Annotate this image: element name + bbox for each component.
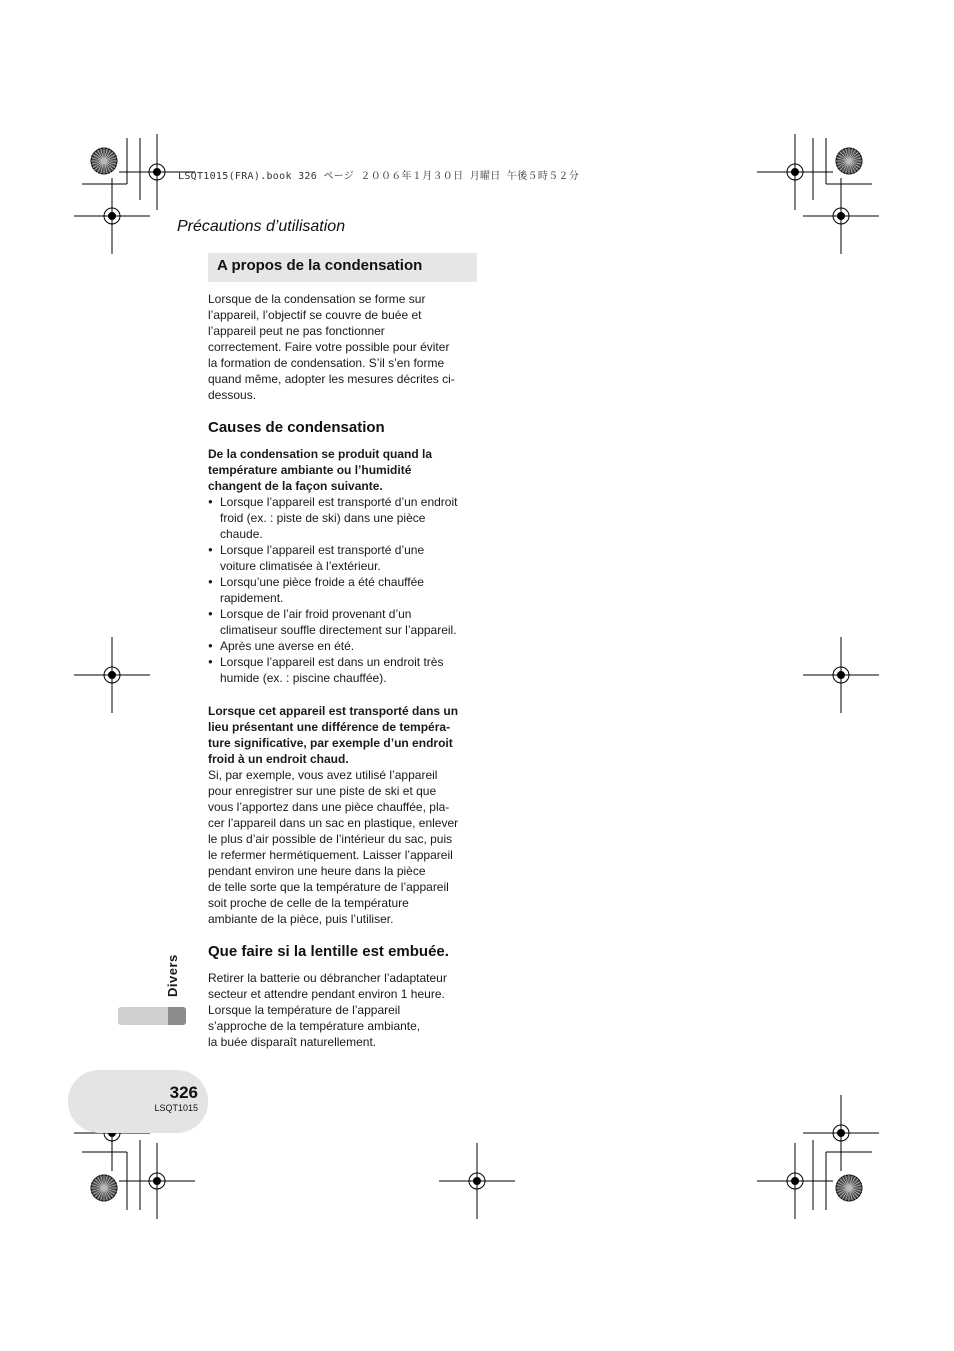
side-tab-marker: [168, 1007, 186, 1025]
lens-body-line: la buée disparaît naturellement.: [208, 1035, 377, 1049]
intro-line: l’appareil, l’objectif se couvre de buée et: [208, 308, 422, 322]
causes-title: Causes de condensation: [208, 419, 385, 436]
heading-title: A propos de la condensation: [217, 257, 423, 274]
registration-mark: [74, 178, 150, 254]
causes-lead-line: température ambiante ou l’humidité: [208, 463, 412, 477]
lens-body-line: secteur et attendre pendant environ 1 heure.: [208, 987, 445, 1001]
print-header: LSQT1015(FRA).book 326 ページ ２００６年１月３０日 月曜日 午後５時５２分: [178, 171, 580, 182]
registration-mark: [757, 1143, 833, 1219]
transport-lead-line: ture significative, par exemple d’un endroit: [208, 736, 453, 750]
list-item-line: ● Lorsqu’une pièce froide a été chauffée: [220, 575, 424, 589]
list-item-line: ● Lorsque l’appareil est transporté d’un endroit: [220, 495, 458, 509]
transport-body-line: ambiante de la pièce, puis l’utiliser.: [208, 912, 394, 926]
side-tab-label: Divers: [165, 954, 180, 997]
list-item: [208, 606, 476, 638]
list-item-line: ● Lorsque l’appareil est dans un endroit très: [220, 655, 444, 669]
transport-body-line: Si, par exemple, vous avez utilisé l’appareil: [208, 768, 438, 782]
list-item-line: froid (ex. : piste de ski) dans une pièce: [220, 511, 426, 525]
color-wheel-mark: [836, 1175, 862, 1201]
transport-block: [208, 703, 476, 927]
registration-mark: [439, 1143, 515, 1219]
intro-line: dessous.: [208, 388, 257, 402]
transport-lead-line: Lorsque cet appareil est transporté dans un: [208, 704, 459, 718]
registration-mark: [74, 637, 150, 713]
intro-line: correctement. Faire votre possible pour éviter: [208, 340, 450, 354]
page-number: 326: [169, 1083, 198, 1102]
heading-box: [208, 253, 477, 282]
transport-lead-line: froid à un endroit chaud.: [208, 752, 349, 766]
registration-mark: [757, 134, 833, 210]
list-item-line: ● Après une averse en été.: [220, 639, 355, 653]
list-item: [208, 654, 476, 686]
transport-body-line: le plus d’air possible de l’intérieur du sac, puis: [208, 832, 453, 846]
transport-body-line: pendant environ une heure dans la pièce: [208, 864, 426, 878]
registration-mark: [803, 637, 879, 713]
transport-body-line: de telle sorte que la température de l’appareil: [208, 880, 449, 894]
lens-body-line: Retirer la batterie ou débrancher l’adaptateur: [208, 971, 447, 985]
list-item: [208, 542, 476, 574]
intro-line: Lorsque de la condensation se forme sur: [208, 292, 426, 306]
causes-lead-line: De la condensation se produit quand la: [208, 447, 433, 461]
list-item-line: ● Lorsque l’appareil est transporté d’une: [220, 543, 425, 557]
registration-mark: [119, 1143, 195, 1219]
causes-lead-line: changent de la façon suivante.: [208, 479, 383, 493]
registration-mark: [803, 178, 879, 254]
list-item-line: chaude.: [220, 527, 263, 541]
lens-block: [208, 970, 476, 1050]
transport-body-line: vous l’apportez dans une pièce chauffée, pla-: [208, 800, 450, 814]
list-item-line: humide (ex. : piscine chauffée).: [220, 671, 387, 685]
causes-block: [208, 446, 476, 686]
intro-line: la formation de condensation. S’il s’en forme: [208, 356, 445, 370]
color-wheel-mark: [91, 1175, 117, 1201]
color-wheel-mark: [836, 148, 862, 174]
registration-mark: [803, 1095, 879, 1171]
list-item-line: rapidement.: [220, 591, 284, 605]
list-item: [208, 638, 476, 654]
color-wheel-mark: [91, 148, 117, 174]
list-item-line: ● Lorsque de l’air froid provenant d’un: [220, 607, 412, 621]
causes-list: [208, 494, 476, 686]
list-item-line: voiture climatisée à l’extérieur.: [220, 559, 381, 573]
transport-body-line: soit proche de celle de la température: [208, 896, 409, 910]
list-item: [208, 494, 476, 542]
list-item-line: climatiseur souffle directement sur l’appareil.: [220, 623, 457, 637]
lens-title: Que faire si la lentille est embuée.: [208, 943, 449, 960]
page-code: LSQT1015: [154, 1103, 198, 1113]
transport-body-line: cer l’appareil dans un sac en plastique, enlever: [208, 816, 459, 830]
transport-body-line: le refermer hermétiquement. Laisser l’appareil: [208, 848, 453, 862]
transport-lead-line: lieu présentant une différence de tempéra-: [208, 720, 451, 734]
intro-line: l’appareil peut ne pas fonctionner: [208, 324, 385, 338]
section-title: Précautions d’utilisation: [177, 218, 346, 235]
intro-line: quand même, adopter les mesures décrites ci-: [208, 372, 455, 386]
intro-paragraph: [208, 291, 476, 403]
transport-body-line: pour enregistrer sur une piste de ski et que: [208, 784, 437, 798]
lens-body-line: Lorsque la température de l’appareil: [208, 1003, 401, 1017]
list-item: [208, 574, 476, 606]
lens-body-line: s’approche de la température ambiante,: [208, 1019, 421, 1033]
